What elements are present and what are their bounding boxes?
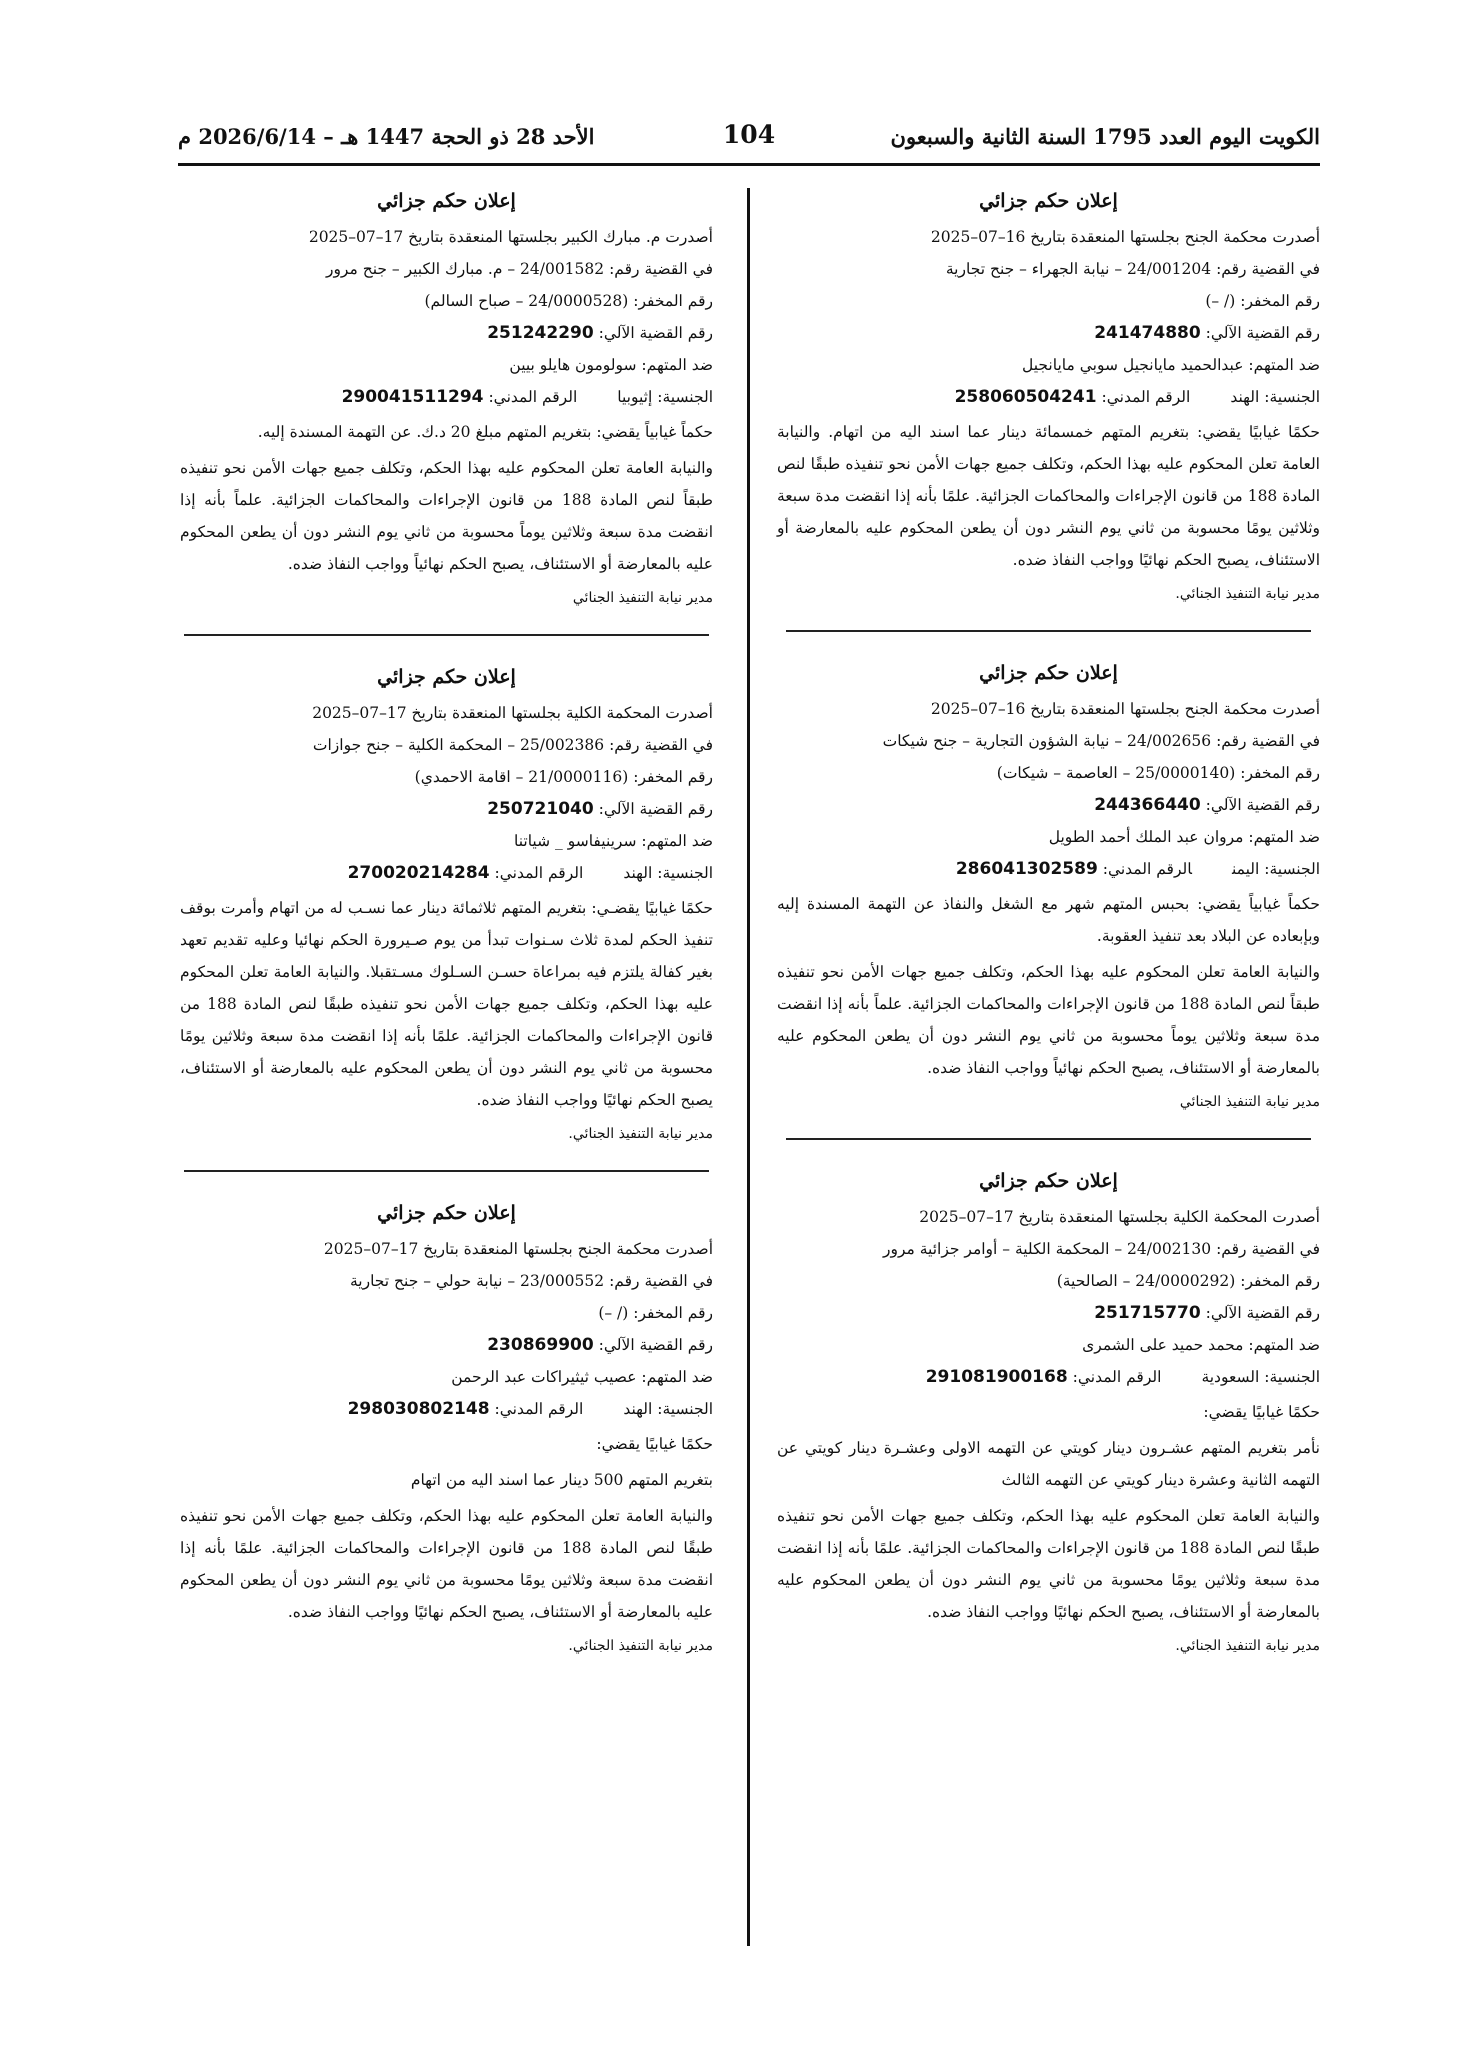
issue-date: الأحد 28 ذو الحجة 1447 هـ – 2026/6/14 م bbox=[178, 124, 595, 149]
auto-case-number-line bbox=[180, 796, 713, 822]
field-value: 24/002130 – المحكمة الكلية – أوامر جزائية مرور bbox=[882, 1240, 1212, 1258]
judgment-text: حكمًا غيابيًا يقضي: bbox=[1203, 1403, 1320, 1421]
case-number-line bbox=[180, 732, 713, 758]
session-line: أصدرت محكمة الجنح بجلستها المنعقدة بتاريخ 16–07–2025 bbox=[930, 228, 1320, 246]
field-value: (25/0000140 – العاصمة – شيكات) bbox=[996, 764, 1236, 782]
session-line: أصدرت محكمة الجنح بجلستها المنعقدة بتاريخ 16–07–2025 bbox=[930, 700, 1320, 718]
judgment-notice bbox=[180, 1202, 713, 1654]
notice-separator bbox=[786, 1138, 1311, 1140]
notice-title: إعلان حكم جزائي bbox=[979, 1170, 1118, 1192]
field-label: رقم القضية الآلي: bbox=[598, 324, 713, 342]
field-label: رقم القضية الآلي: bbox=[598, 1336, 713, 1354]
field-label: ضد المتهم: bbox=[641, 356, 713, 374]
field-value: مروان عبد الملك أحمد الطويل bbox=[1048, 828, 1244, 846]
field-label: في القضية رقم: bbox=[609, 260, 713, 278]
session-line: أصدرت محكمة الجنح بجلستها المنعقدة بتاريخ 17–07–2025 bbox=[323, 1240, 713, 1258]
field-label: رقم القضية الآلي: bbox=[598, 800, 713, 818]
header-rule bbox=[178, 163, 1320, 166]
station-number-line bbox=[777, 760, 1320, 786]
accused-line bbox=[777, 824, 1320, 850]
nationality-line bbox=[180, 860, 713, 886]
auto-case-number-line bbox=[180, 1332, 713, 1358]
nationality-value: السعودية bbox=[1201, 1368, 1260, 1386]
session-line: أصدرت المحكمة الكلية بجلستها المنعقدة بتاريخ 17–07–2025 bbox=[919, 1208, 1320, 1226]
nationality-value: الهند bbox=[623, 864, 653, 882]
auto-case-number-line bbox=[777, 792, 1320, 818]
nationality-label: الجنسية: bbox=[1264, 388, 1320, 406]
field-label: رقم المخفر: bbox=[633, 292, 713, 310]
field-label: ضد المتهم: bbox=[641, 1368, 713, 1386]
notice-title: إعلان حكم جزائي bbox=[377, 666, 516, 688]
field-value: (/ –) bbox=[1205, 292, 1236, 310]
signature: مدير نيابة التنفيذ الجنائي. bbox=[1175, 586, 1320, 602]
judgment-notice bbox=[180, 666, 713, 1142]
civil-id-value: 290041511294 bbox=[341, 387, 484, 407]
nationality-line bbox=[777, 1364, 1320, 1390]
civil-id-label: الرقم المدني: bbox=[1102, 860, 1192, 878]
civil-id-label: الرقم المدني: bbox=[494, 864, 584, 882]
judgment-text: حكماً غيابياً يقضي: بتغريم المتهم مبلغ 20 د.ك. عن التهمة المسندة إليه. bbox=[257, 423, 713, 441]
judgment-text: والنيابة العامة تعلن المحكوم عليه بهذا الحكم، وتكلف جميع جهات الأمن نحو تنفيذه طبقًا لنص المادة 188 من قانون الإجراءات والمحاكمات الجزائية. علمًا بأنه إذا انقضت مدة سبعة وثلاثين يومًا محسوبة من ثاني يوم النشر دون أن يطعن المحكوم عليه بالمعارضة أو الاستئناف، يصبح الحكم نهائيًا وواجب النفاذ ضده. bbox=[180, 1507, 713, 1621]
field-value: عبدالحميد مايانجيل سوبي مايانجيل bbox=[1022, 356, 1244, 374]
auto-case-number-line bbox=[180, 320, 713, 346]
field-value: 24/001582 – م. مبارك الكبير – جنح مرور bbox=[325, 260, 605, 278]
field-label: رقم القضية الآلي: bbox=[1205, 324, 1320, 342]
notice-title: إعلان حكم جزائي bbox=[979, 190, 1118, 212]
column-divider bbox=[747, 188, 750, 1946]
field-value: 251242290 bbox=[487, 323, 594, 343]
field-label: رقم المخفر: bbox=[633, 768, 713, 786]
page-header bbox=[178, 118, 1320, 160]
accused-line bbox=[180, 828, 713, 854]
field-label: في القضية رقم: bbox=[609, 1272, 713, 1290]
signature: مدير نيابة التنفيذ الجنائي. bbox=[568, 1126, 713, 1142]
field-value: عصيب ثيثيراكات عبد الرحمن bbox=[451, 1368, 637, 1386]
judgment-text: والنيابة العامة تعلن المحكوم عليه بهذا الحكم، وتكلف جميع جهات الأمن نحو تنفيذه طبقًا لنص المادة 188 من قانون الإجراءات والمحاكمات الجزائية. علمًا بأنه إذا انقضت مدة سبعة وثلاثين يومًا محسوبة من ثاني يوم النشر دون أن يطعن المحكوم عليه بالمعارضة أو الاستئناف، يصبح الحكم نهائيًا وواجب النفاذ ضده. bbox=[777, 1507, 1320, 1621]
field-value: 230869900 bbox=[487, 1335, 594, 1355]
case-number-line bbox=[180, 1268, 713, 1294]
civil-id-value: 298030802148 bbox=[347, 1399, 490, 1419]
nationality-label: الجنسية: bbox=[657, 1400, 713, 1418]
signature: مدير نيابة التنفيذ الجنائي. bbox=[568, 1638, 713, 1654]
field-value: (21/0000116 – اقامة الاحمدي) bbox=[414, 768, 629, 786]
session-line: أصدرت المحكمة الكلية بجلستها المنعقدة بتاريخ 17–07–2025 bbox=[312, 704, 713, 722]
judgment-text: والنيابة العامة تعلن المحكوم عليه بهذا الحكم، وتكلف جميع جهات الأمن نحو تنفيذه طبقاً لنص المادة 188 من قانون الإجراءات والمحاكمات الجزائية. علماً بأنه إذا انقضت مدة سبعة وثلاثين يوماً محسوبة من ثاني يوم النشر دون أن يطعن المحكوم عليه بالمعارضة أو الاستئناف، يصبح الحكم نهائياً وواجب النفاذ ضده. bbox=[777, 963, 1320, 1077]
judgment-text: حكمًا غيابيًا يقضي: bbox=[596, 1435, 713, 1453]
nationality-label: الجنسية: bbox=[1264, 860, 1320, 878]
field-label: رقم المخفر: bbox=[1240, 1272, 1320, 1290]
nationality-value: الهند bbox=[623, 1400, 653, 1418]
civil-id-label: الرقم المدني: bbox=[1101, 388, 1191, 406]
field-label: رقم القضية الآلي: bbox=[1205, 1304, 1320, 1322]
station-number-line bbox=[180, 1300, 713, 1326]
judgment-notice bbox=[777, 1170, 1320, 1654]
station-number-line bbox=[180, 288, 713, 314]
notice-separator bbox=[786, 630, 1311, 632]
field-label: رقم المخفر: bbox=[633, 1304, 713, 1322]
judgment-notice bbox=[777, 190, 1320, 602]
left-column bbox=[180, 190, 713, 1654]
case-number-line bbox=[777, 256, 1320, 282]
judgment-text: نأمر بتغريم المتهم عشـرون دينار كويتي عن التهمه الاولى وعشـرة دينار كويتي عن التهمه الثانية وعشرة دينار كويتي عن التهمه الثالث bbox=[777, 1439, 1320, 1489]
nationality-line bbox=[777, 856, 1320, 882]
signature: مدير نيابة التنفيذ الجنائي. bbox=[1175, 1638, 1320, 1654]
accused-line bbox=[777, 352, 1320, 378]
civil-id-label: الرقم المدني: bbox=[1072, 1368, 1162, 1386]
field-value: (24/0000292 – الصالحية) bbox=[1056, 1272, 1236, 1290]
field-value: 23/000552 – نيابة حولي – جنح تجارية bbox=[349, 1272, 605, 1290]
accused-line bbox=[777, 1332, 1320, 1358]
field-value: 244366440 bbox=[1094, 795, 1201, 815]
field-value: 24/001204 – نيابة الجهراء – جنح تجارية bbox=[945, 260, 1212, 278]
field-label: ضد المتهم: bbox=[1248, 828, 1320, 846]
notice-title: إعلان حكم جزائي bbox=[377, 190, 516, 212]
case-number-line bbox=[777, 728, 1320, 754]
notice-title: إعلان حكم جزائي bbox=[979, 662, 1118, 684]
field-value: 241474880 bbox=[1094, 323, 1201, 343]
field-label: رقم المخفر: bbox=[1240, 764, 1320, 782]
page-number: 104 bbox=[722, 120, 776, 149]
judgment-text: والنيابة العامة تعلن المحكوم عليه بهذا الحكم، وتكلف جميع جهات الأمن نحو تنفيذه طبقاً لنص المادة 188 من قانون الإجراءات والمحاكمات الجزائية. علماً بأنه إذا انقضت مدة سبعة وثلاثين يوماً محسوبة من ثاني يوم النشر دون أن يطعن المحكوم عليه بالمعارضة أو الاستئناف، يصبح الحكم نهائياً وواجب النفاذ ضده. bbox=[180, 459, 713, 573]
auto-case-number-line bbox=[777, 1300, 1320, 1326]
case-number-line bbox=[180, 256, 713, 282]
field-value: سرينيفاسو _ شياتنا bbox=[514, 832, 637, 850]
field-value: 25/002386 – المحكمة الكلية – جنح جوازات bbox=[312, 736, 605, 754]
notice-title: إعلان حكم جزائي bbox=[377, 1202, 516, 1224]
civil-id-value: 258060504241 bbox=[954, 387, 1097, 407]
civil-id-label: الرقم المدني: bbox=[494, 1400, 584, 1418]
nationality-line bbox=[180, 1396, 713, 1422]
notice-separator bbox=[184, 1170, 709, 1172]
judgment-text: حكمًا غيابيًا يقضـي: بتغريم المتهم ثلاثمائة دينار عما نسـب له من اتهام وأمرت بوقف تنفيذ الحكم لمدة ثلاث سـنوات تبدأ من يوم صـيرورة الحكم نهائيا وعليه تقديم تعهد بغير كفالة يلتزم فيه بمراعاة حسـن السـلوك مسـتقبلا. والنيابة العامة تعلن المحكوم عليه بهذا الحكم، وتكلف جميع جهات الأمن نحو تنفيذه طبقًا لنص المادة 188 من قانون الإجراءات والمحاكمات الجزائية. علمًا بأنه إذا انقضت مدة سبعة وثلاثين يومًا محسوبة من ثاني يوم النشر دون أن يطعن المحكوم عليه بالمعارضة أو الاستئناف، يصبح الحكم نهائيًا وواجب النفاذ ضده. bbox=[180, 899, 713, 1109]
field-label: في القضية رقم: bbox=[1216, 1240, 1320, 1258]
nationality-value: اليمن bbox=[1231, 860, 1260, 878]
nationality-label: الجنسية: bbox=[1264, 1368, 1320, 1386]
field-label: رقم القضية الآلي: bbox=[1205, 796, 1320, 814]
issue-info: الكويت اليوم العدد 1795 السنة الثانية والسبعون bbox=[890, 124, 1320, 149]
station-number-line bbox=[777, 288, 1320, 314]
right-column bbox=[777, 190, 1320, 1654]
field-label: في القضية رقم: bbox=[1216, 732, 1320, 750]
civil-id-value: 270020214284 bbox=[347, 863, 490, 883]
field-value: (/ –) bbox=[598, 1304, 629, 1322]
field-value: محمد حميد على الشمرى bbox=[1082, 1336, 1244, 1354]
auto-case-number-line bbox=[777, 320, 1320, 346]
judgment-notice bbox=[180, 190, 713, 606]
nationality-line bbox=[180, 384, 713, 410]
field-value: 24/002656 – نيابة الشؤون التجارية – جنح شيكات bbox=[882, 732, 1212, 750]
nationality-label: الجنسية: bbox=[657, 864, 713, 882]
field-label: ضد المتهم: bbox=[1248, 1336, 1320, 1354]
civil-id-value: 286041302589 bbox=[955, 859, 1098, 879]
field-label: ضد المتهم: bbox=[641, 832, 713, 850]
accused-line bbox=[180, 352, 713, 378]
judgment-text: حكماً غيابياً يقضي: بحبس المتهم شهر مع الشغل والنفاذ عن التهمة المسندة إليه وبإبعاده عن البلاد بعد تنفيذ العقوبة. bbox=[777, 895, 1320, 945]
signature: مدير نيابة التنفيذ الجنائي bbox=[1179, 1094, 1320, 1110]
field-label: ضد المتهم: bbox=[1248, 356, 1320, 374]
civil-id-value: 291081900168 bbox=[925, 1367, 1068, 1387]
notice-separator bbox=[184, 634, 709, 636]
judgment-notice bbox=[777, 662, 1320, 1110]
field-value: 250721040 bbox=[487, 799, 594, 819]
nationality-value: إثيوبيا bbox=[617, 388, 653, 406]
nationality-label: الجنسية: bbox=[657, 388, 713, 406]
accused-line bbox=[180, 1364, 713, 1390]
field-value: (24/0000528 – صباح السالم) bbox=[424, 292, 629, 310]
field-label: في القضية رقم: bbox=[609, 736, 713, 754]
field-value: سولومون هايلو بيين bbox=[509, 356, 637, 374]
judgment-text: حكمًا غيابيًا يقضي: بتغريم المتهم خمسمائة دينار عما اسند اليه من اتهام. والنيابة العامة تعلن المحكوم عليه بهذا الحكم، وتكلف جميع جهات الأمن نحو تنفيذه طبقًا لنص المادة 188 من قانون الإجراءات والمحاكمات الجزائية. علمًا بأنه إذا انقضت مدة سبعة وثلاثين يومًا محسوبة من ثاني يوم النشر دون أن يطعن المحكوم عليه بالمعارضة أو الاستئناف، يصبح الحكم نهائيًا وواجب النفاذ ضده. bbox=[777, 423, 1320, 569]
session-line: أصدرت م. مبارك الكبير بجلستها المنعقدة بتاريخ 17–07–2025 bbox=[308, 228, 713, 246]
signature: مدير نيابة التنفيذ الجنائي bbox=[572, 590, 713, 606]
field-value: 251715770 bbox=[1094, 1303, 1201, 1323]
civil-id-label: الرقم المدني: bbox=[488, 388, 578, 406]
nationality-line bbox=[777, 384, 1320, 410]
station-number-line bbox=[777, 1268, 1320, 1294]
field-label: في القضية رقم: bbox=[1216, 260, 1320, 278]
case-number-line bbox=[777, 1236, 1320, 1262]
nationality-value: الهند bbox=[1230, 388, 1260, 406]
station-number-line bbox=[180, 764, 713, 790]
judgment-text: بتغريم المتهم 500 دينار عما اسند اليه من اتهام bbox=[410, 1471, 713, 1489]
field-label: رقم المخفر: bbox=[1240, 292, 1320, 310]
